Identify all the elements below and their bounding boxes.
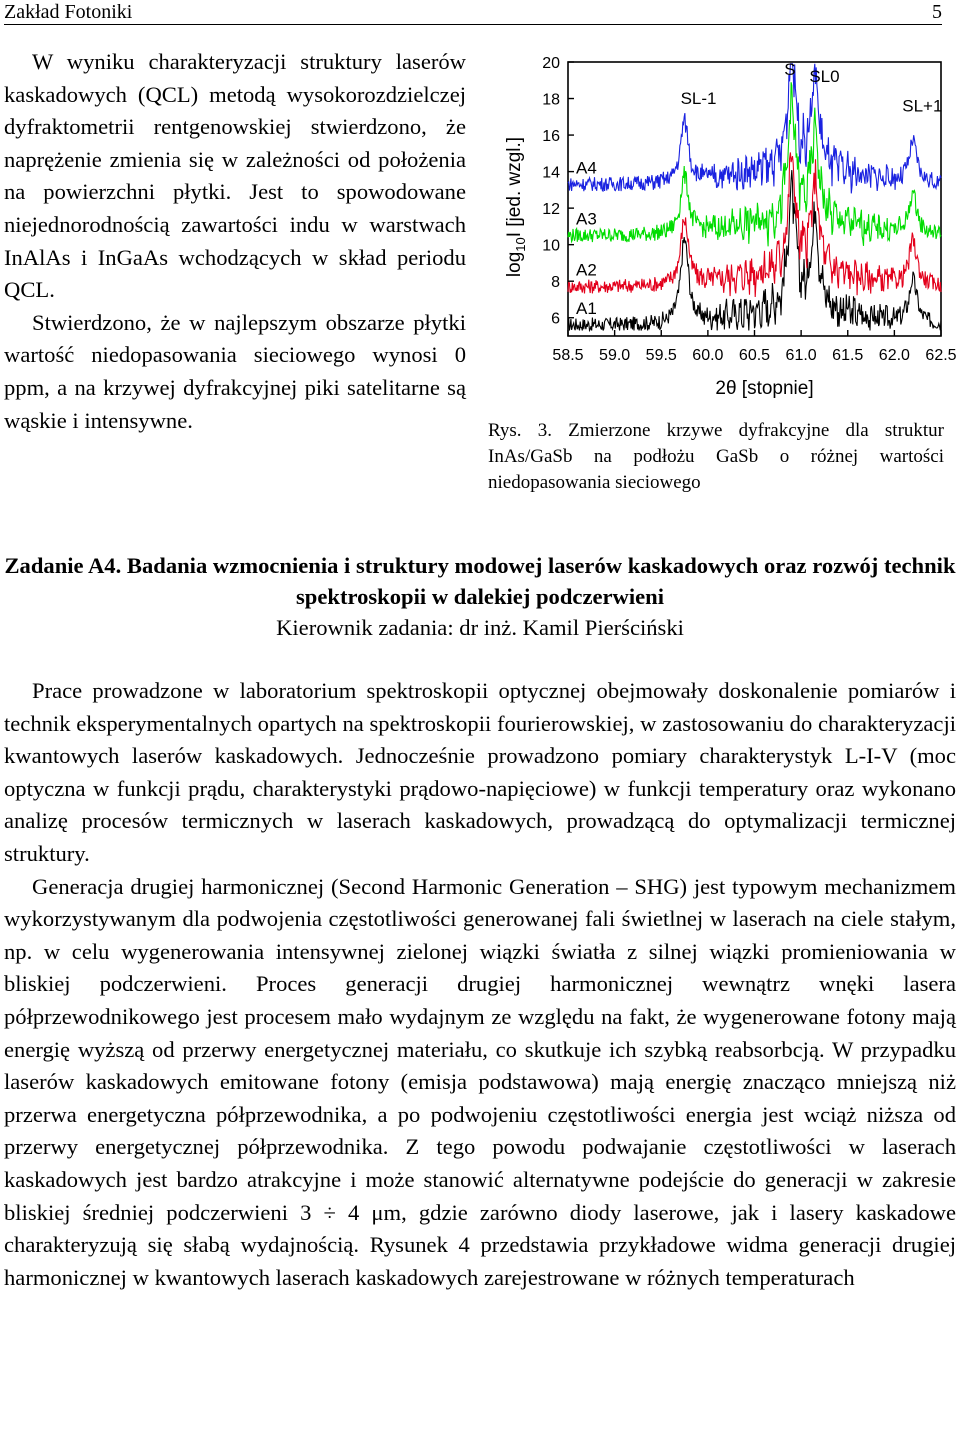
diffraction-figure <box>486 44 956 444</box>
page-header <box>4 0 942 25</box>
series-label-a4: A4 <box>576 158 597 178</box>
task-heading <box>4 550 956 643</box>
plot-area-frame <box>568 59 941 336</box>
y-tick-label: 20 <box>542 55 560 72</box>
series-line-a4 <box>568 64 941 194</box>
diffraction-chart <box>486 44 956 404</box>
x-tick-label: 59.5 <box>645 347 677 364</box>
body-paragraph-1: Prace prowadzone w laboratorium spektroskopii optycznej obejmowały doskonalenie pomiarów i technik eksperymentalnych opartych na spektroskopii fourierowskiej, w zastosowaniu do charakteryzacji kwantowych laserów kaskadowych. Jednocześnie prowadzono pomiary charakterystyk L-I-V (moc optyczna w funkcji prądu, charakterystyki prądowo-napięciowe) w funkcji temperatury oraz wykonano analizę procesów termicznych w laserach kaskadowych, prowadzącą do optymalizacji termicznej struktury. <box>4 678 956 866</box>
left-paragraph-2: Stwierdzono, że w najlepszym obszarze płytki wartość niedopasowania sieciowego wynosi 0 ppm, a na krzywej dyfrakcyjnej piki satelitarne są wąskie i intensywne. <box>4 309 466 433</box>
x-tick-label: 60.5 <box>738 347 771 364</box>
figure-caption: Rys. 3. Zmierzone krzywe dyfrakcyjne dla struktur InAs/GaSb na podłożu GaSb o różnej wartości niedopasowania sieciowego <box>488 420 944 493</box>
annotation-s: S <box>784 59 796 79</box>
task-leader: Kierownik zadania: dr inż. Kamil Pierściński <box>276 615 684 640</box>
series-label-a3: A3 <box>576 209 597 229</box>
series-line-a1 <box>568 170 941 330</box>
left-paragraph-1: W wyniku charakteryzacji struktury laserów kaskadowych (QCL) metodą wysokorozdzielczej dyfraktometrii rentgenowskiej stwierdzono, że naprężenie zmienia się w zależności od położenia na powierzchni płytki. Jest to spowodowane niejednorodnością zawartości indu w warstwach InAlAs i InGaAs wchodzących w skład periodu QCL. <box>4 49 466 303</box>
body-text <box>4 675 956 1294</box>
task-title-text: Badania wzmocnienia i struktury modowej laserów kaskadowych oraz rozwój technik spektroskopii w dalekiej podczerwieni <box>126 553 956 609</box>
y-tick-label: 16 <box>542 128 560 146</box>
y-tick-label: 12 <box>542 201 560 219</box>
x-axis-label: 2θ [stopnie] <box>715 378 814 399</box>
annotation-sl0: SL0 <box>809 67 840 87</box>
x-tick-label: 61.0 <box>785 347 817 364</box>
y-tick-label: 6 <box>551 310 560 328</box>
y-tick-label: 18 <box>542 91 560 109</box>
annotation-slminus1: SL-1 <box>680 89 717 109</box>
y-tick-label: 8 <box>551 274 560 292</box>
x-tick-label: 60.0 <box>692 347 724 364</box>
y-tick-label: 14 <box>542 164 560 182</box>
x-tick-label: 61.5 <box>832 347 864 364</box>
task-title <box>4 550 956 612</box>
page-number: 5 <box>932 1 942 23</box>
annotation-slplus1: SL+1 <box>902 96 943 116</box>
x-tick-label: 62.5 <box>925 347 956 364</box>
header-title: Zakład Fotoniki <box>4 1 133 23</box>
x-tick-label: 58.5 <box>552 347 584 364</box>
x-tick-label: 59.0 <box>599 347 631 364</box>
y-axis-label: $\log_{10}I$ [jed. wzgl.] <box>504 136 528 278</box>
y-tick-label: 10 <box>542 237 560 255</box>
series-label-a2: A2 <box>576 260 597 280</box>
series-label-a1: A1 <box>576 299 597 319</box>
left-column-text <box>4 46 466 437</box>
body-paragraph-2: Generacja drugiej harmonicznej (Second Harmonic Generation – SHG) jest typowym mechanizmem wykorzystywanym dla podwojenia częstotliwości generowanej fali świetlnej w laserach na ciele stałym, np. w celu wygenerowania intensywnej zielonej wiązki światła z silnej wiązki promieniowania w bliskiej podczerwieni. Proces generacji drugiej harmonicznej wewnątrz wnęki lasera półprzewodnikowego jest procesem mało wydajnym ze względu na fakt, że wygenerowane fotony mają energię wyższą od przerwy energetycznej materiału, co skutkuje ich szybką reabsorbcją. W przypadku laserów kaskadowych emitowane fotony (emisja podstawowa) mają energię znacząco mniejszą niż przerwa energetyczna półprzewodnika, a po podwojeniu częstotliwości energia jest wciąż niższa od przerwy energetycznej półprzewodnika. Z tego powodu podwajanie częstotliwości w laserach kaskadowych jest bardzo atrakcyjne i może stanowić alternatywne podejście do generacji w zakresie bliskiej średniej podczerwieni 3 ÷ 4 μm, gdzie zarówno diody laserowe, jak i lasery kaskadowe charakteryzują się słabą wydajnością. Rysunek 4 przedstawia przykładowe widma generacji drugiej harmonicznej w kwantowych laserach kaskadowych zarejestrowane w różnych temperaturach <box>4 873 956 1290</box>
task-label: Zadanie A4. <box>4 553 122 578</box>
x-tick-label: 62.0 <box>878 347 910 364</box>
